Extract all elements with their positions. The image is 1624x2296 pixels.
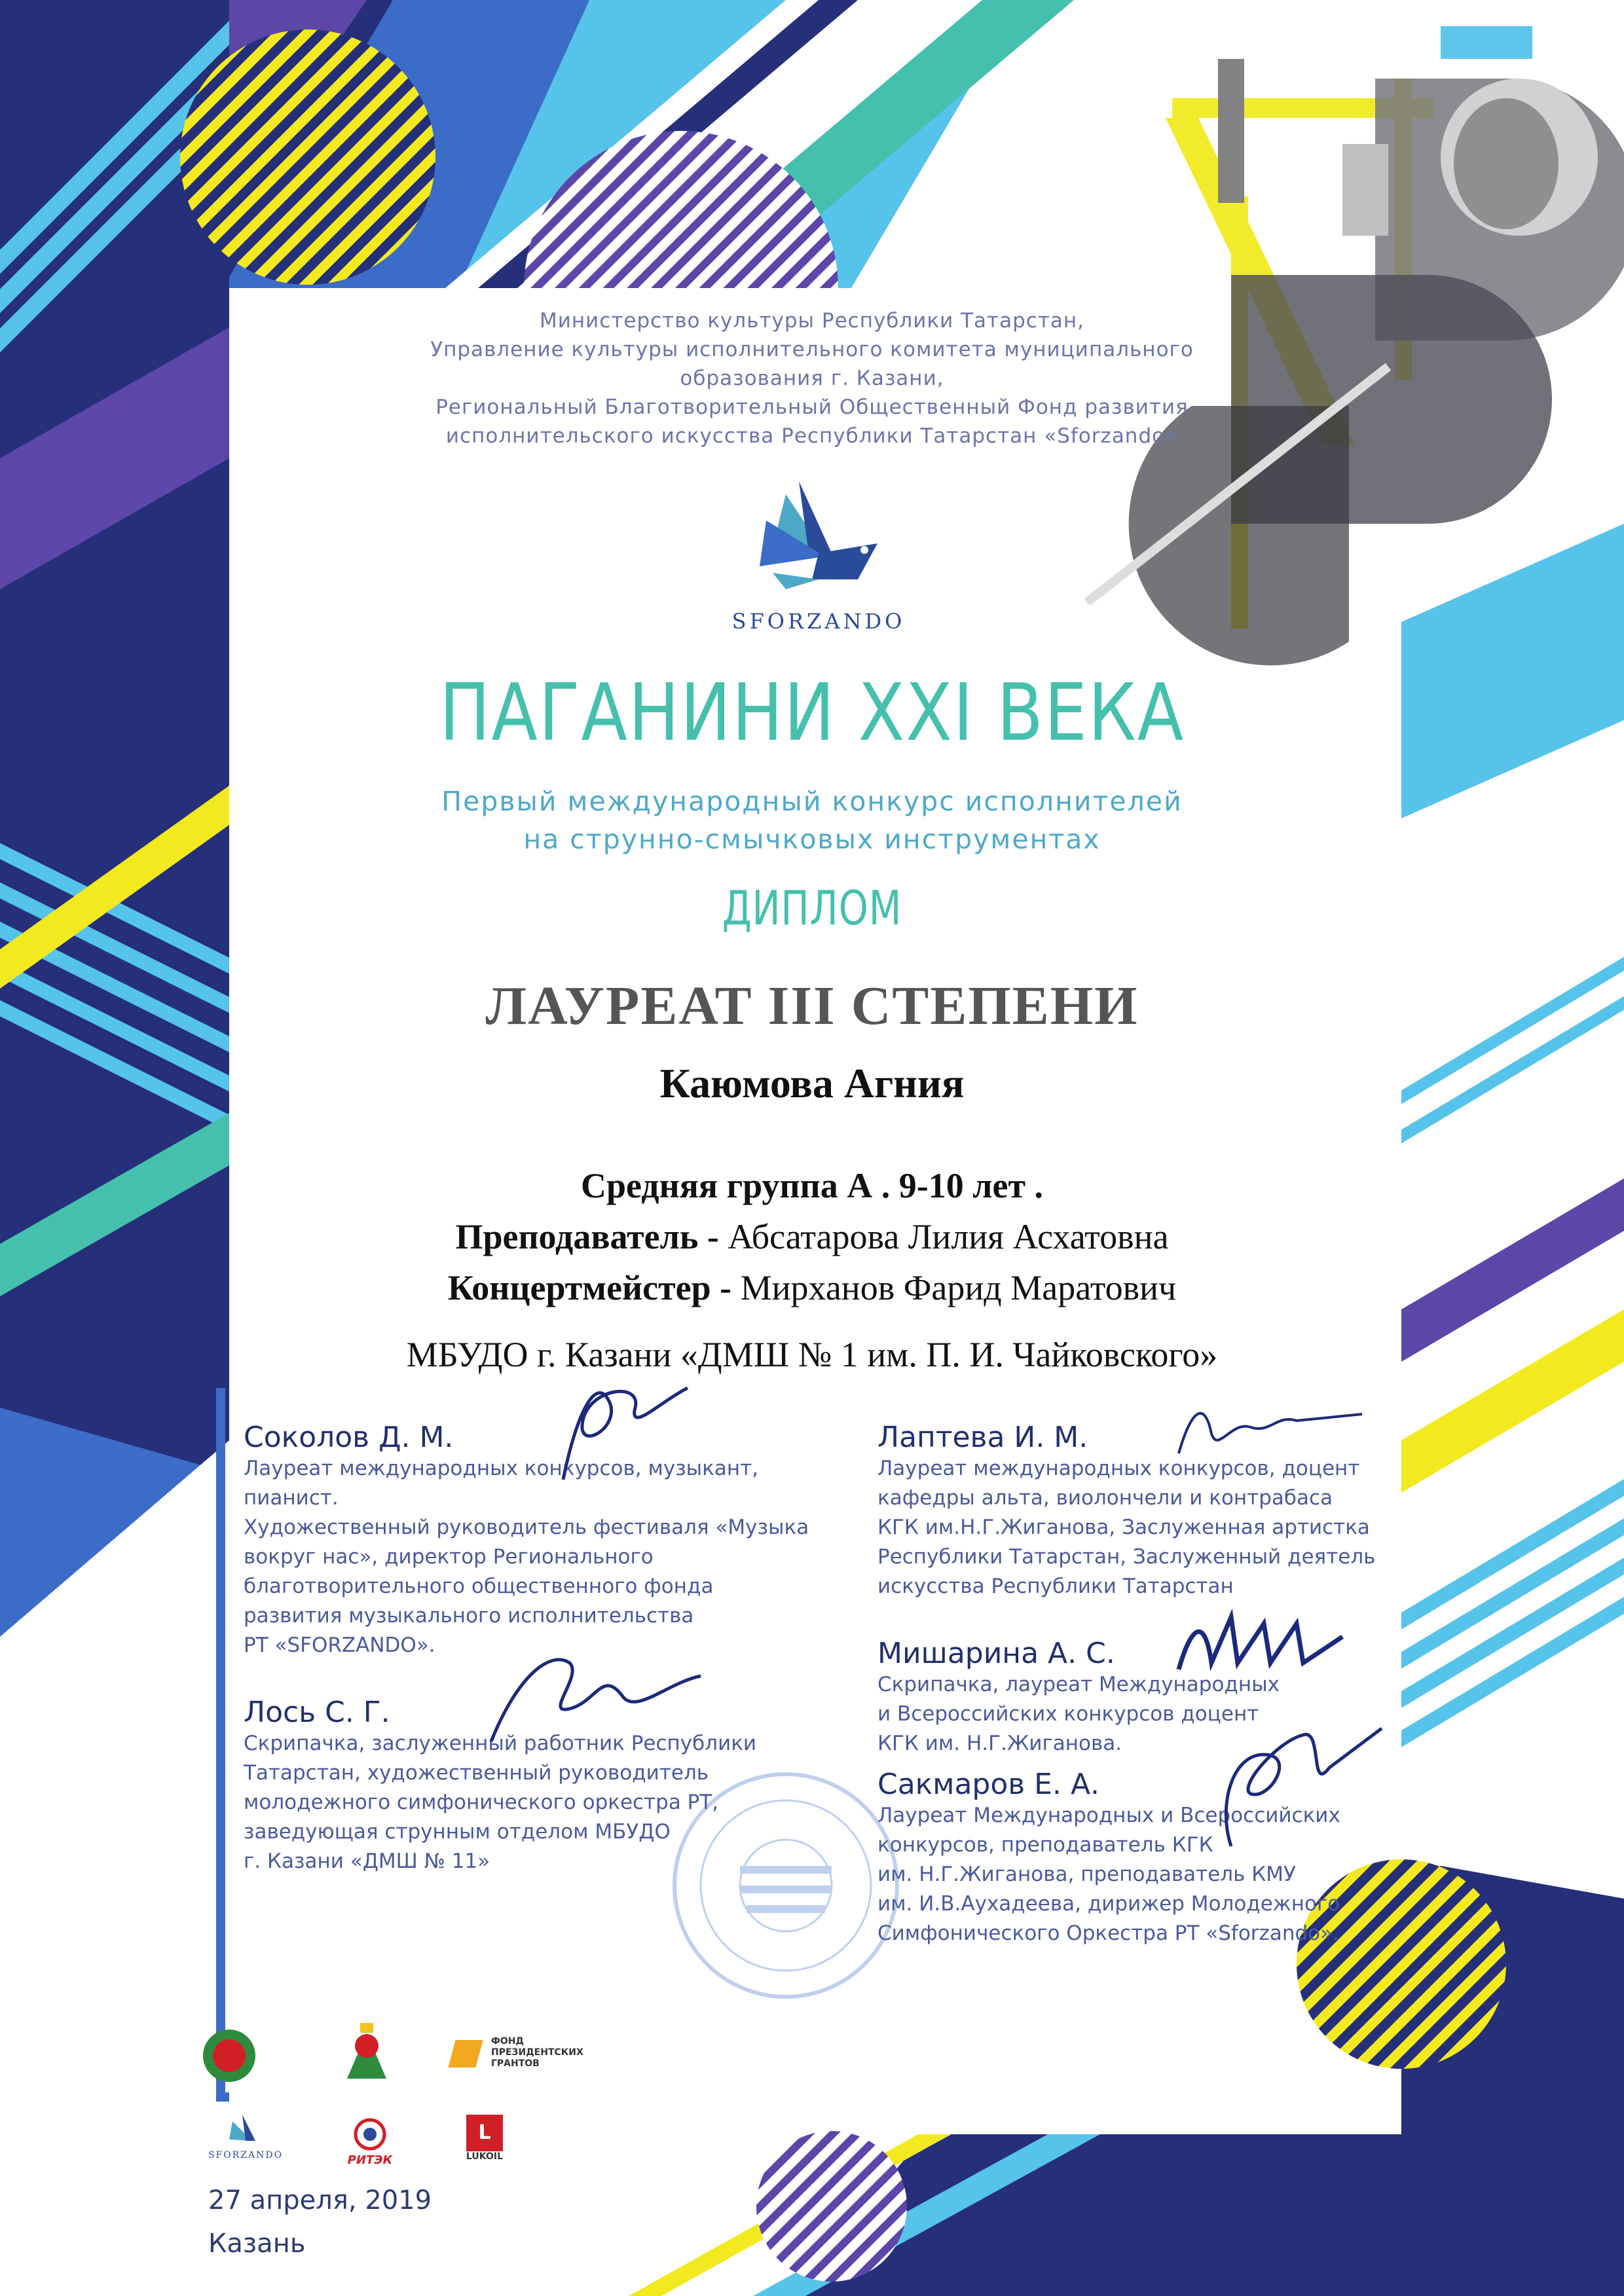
signature-sakmarov bbox=[1192, 1715, 1388, 1859]
school-line: МБУДО г. Казани «ДМШ № 1 им. П. И. Чайковского» bbox=[406, 1335, 1218, 1374]
presidential-grants-fund-logo bbox=[452, 2036, 622, 2075]
jury-desc-line: Республики Татарстан, Заслуженный деятель bbox=[877, 1545, 1376, 1569]
sforzando-bird-logo bbox=[747, 481, 891, 599]
accompanist-name: Мирханов Фарид Маратович bbox=[740, 1268, 1177, 1307]
fund-text: ГРАНТОВ bbox=[491, 2058, 540, 2069]
signature-lapteva bbox=[1166, 1388, 1375, 1467]
group-line: Средняя группа А . 9-10 лет . bbox=[581, 1166, 1043, 1205]
organizers-block bbox=[419, 306, 1205, 450]
jury-desc-line: и Всероссийских конкурсов доцент bbox=[877, 1702, 1259, 1726]
jury-desc-line: Скрипачка, заслуженный работник Республики bbox=[244, 1732, 757, 1755]
organizer-line: Управление культуры исполнительного комитета муниципального bbox=[430, 338, 1194, 361]
competition-title: ПАГАНИНИ XXI ВЕКА bbox=[439, 668, 1185, 759]
jury-desc-line: конкурсов, преподаватель КГК bbox=[877, 1833, 1213, 1857]
kazan-emblem-icon bbox=[341, 2020, 393, 2085]
jury-desc-line: кафедры альта, виолончели и контрабаса bbox=[877, 1486, 1333, 1510]
jury-desc-line: Симфонического Оркестра РТ «Sforzando». bbox=[877, 1922, 1339, 1945]
fund-text: ФОНД bbox=[491, 2036, 524, 2047]
jury-desc-line: им. И.В.Аухадеева, дирижер Молодежного bbox=[877, 1892, 1340, 1916]
issue-date: 27 апреля, 2019 bbox=[208, 2185, 432, 2215]
jury-desc-line: КГК им.Н.Г.Жиганова, Заслуженная артистка bbox=[877, 1516, 1370, 1539]
lukoil-text: LUKOIL bbox=[466, 2151, 504, 2162]
teacher-label: Преподаватель - bbox=[455, 1217, 719, 1256]
organizer-line: образования г. Казани, bbox=[680, 367, 944, 390]
brand-name: SFORZANDO bbox=[731, 609, 906, 634]
jury-desc-line: Скрипачка, лауреат Международных bbox=[877, 1673, 1280, 1696]
jury-name: Сакмаров Е. А. bbox=[877, 1768, 1100, 1801]
jury-desc-line: Лауреат Международных и Всероссийских bbox=[877, 1804, 1340, 1827]
jury-desc-line: Татарстан, художественный руководитель bbox=[244, 1761, 709, 1785]
organizer-line: исполнительского искусства Республики Татарстан «Sforzando» bbox=[445, 424, 1179, 448]
jury-desc-line: г. Казани «ДМШ № 11» bbox=[244, 1850, 490, 1873]
teacher-line bbox=[354, 1216, 1270, 1257]
jury-name: Лаптева И. М. bbox=[877, 1421, 1088, 1454]
jury-desc-line: молодежного симфонического оркестра РТ, bbox=[244, 1791, 719, 1814]
lukoil-logo: L LUKOIL bbox=[458, 2115, 511, 2162]
fund-text: ПРЕЗИДЕНТСКИХ bbox=[491, 2047, 583, 2058]
jury-name: Мишарина А. С. bbox=[877, 1637, 1115, 1670]
recipient-name: Каюмова Агния bbox=[659, 1060, 965, 1106]
organizer-line: Министерство культуры Республики Татарстан, bbox=[539, 309, 1085, 333]
subtitle-line: на струнно-смычковых инструментах bbox=[523, 824, 1101, 855]
organizer-line: Региональный Благотворительный Общественный Фонд развития bbox=[435, 395, 1189, 419]
teacher-name: Абсатарова Лилия Асхатовна bbox=[728, 1217, 1169, 1256]
ritek-text: РИТЭК bbox=[347, 2153, 393, 2167]
subtitle-line: Первый международный конкурс исполнителей bbox=[441, 786, 1183, 817]
tatarstan-emblem-icon bbox=[203, 2030, 255, 2082]
jury-desc-line: искусства Республики Татарстан bbox=[877, 1575, 1234, 1598]
competition-subtitle bbox=[354, 782, 1270, 858]
issue-city: Казань bbox=[208, 2229, 306, 2259]
jury-desc-line: заведующая струнным отделом МБУДО bbox=[244, 1820, 671, 1844]
organization-stamp bbox=[668, 1768, 904, 2003]
jury-desc-line: благотворительного общественного фонда bbox=[244, 1575, 714, 1598]
jury-name: Соколов Д. М. bbox=[244, 1421, 454, 1454]
award-title: ЛАУРЕАТ III СТЕПЕНИ bbox=[485, 975, 1139, 1036]
accompanist-label: Концертмейстер - bbox=[447, 1268, 732, 1307]
jury-desc-line: развития музыкального исполнительства bbox=[244, 1604, 694, 1628]
jury-desc-line: Лауреат международных конкурсов, музыкант, пианист. bbox=[244, 1457, 759, 1510]
jury-desc-line: им. Н.Г.Жиганова, преподаватель КМУ bbox=[877, 1863, 1296, 1886]
signature-misharina bbox=[1166, 1597, 1349, 1689]
jury-desc-line: Художественный руководитель фестиваля «Музыка bbox=[244, 1516, 809, 1539]
document-type: ДИПЛОМ bbox=[722, 881, 902, 936]
accompanist-line bbox=[354, 1267, 1270, 1308]
jury-name: Лось С. Г. bbox=[244, 1696, 390, 1729]
jury-desc-line: РТ «SFORZANDO». bbox=[244, 1633, 435, 1657]
signature-sokolov bbox=[537, 1362, 707, 1493]
ritek-logo bbox=[337, 2118, 403, 2167]
jury-desc-line: вокруг нас», директор Регионального bbox=[244, 1545, 654, 1569]
jury-desc-line: КГК им. Н.Г.Жиганова. bbox=[877, 1732, 1122, 1755]
signature-los bbox=[471, 1637, 707, 1755]
sforzando-small-logo bbox=[206, 2115, 285, 2160]
jury-desc-line: Лауреат международных конкурсов, доцент bbox=[877, 1457, 1360, 1480]
date-place-block bbox=[208, 2179, 432, 2265]
sforzando-small-text: SFORZANDO bbox=[208, 2150, 284, 2160]
jury-description bbox=[877, 1454, 1401, 1601]
